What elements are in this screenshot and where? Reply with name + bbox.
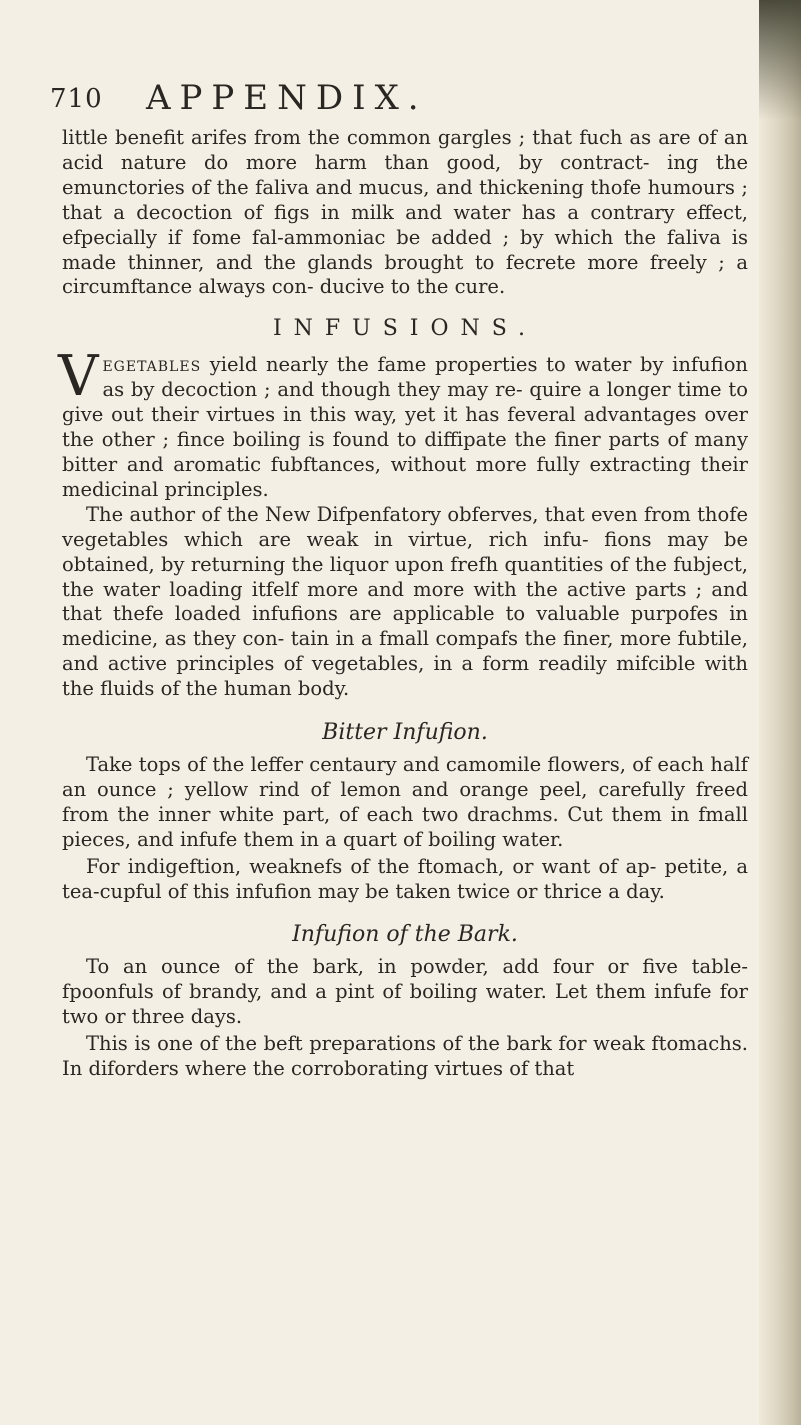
bark-infusion-recipe: To an ounce of the bark, in powder, add four or five table-fpoonfuls of brandy, and a pint of boiling water. Let them infufe for two or three days.	[62, 955, 748, 1029]
page-number: 710	[50, 84, 103, 114]
page-content	[50, 70, 748, 1082]
running-head: APPENDIX.	[146, 78, 428, 118]
gargles-paragraph: little benefit arifes from the common gargles ; that fuch as are of an acid nature do more harm than good, by contract- ing the emunctories of the faliva and mucus, and thickening thofe humours ; that a decoction of figs in milk and water has a contrary effect, efpecially if fome fal-ammoniac be added ; by which the faliva is made thinner, and the glands brought to fecrete more freely ; a circumftance always con- ducive to the cure.	[62, 126, 748, 299]
page-edge-shadow	[759, 0, 801, 1425]
bark-infusion-usage: This is one of the beft preparations of the bark for weak ftomachs. In diforders where the corroborating virtues of that	[62, 1032, 748, 1081]
bitter-infusion-recipe: Take tops of the leffer centaury and camomile flowers, of each half an ounce ; yellow rind of lemon and orange peel, carefully freed from the inner white part, of each two drachms. Cut them in fmall pieces, and infufe them in a quart of boiling water.	[62, 753, 748, 851]
infusions-paragraph-2: The author of the New Difpenfatory obferves, that even from thofe vegetables which are weak in virtue, rich infu- fions may be obtained, by returning the liquor upon frefh quantities of the fubject, the water loading itfelf more and more with the active parts ; and that thefe loaded infufions are applicable to valuable purpofes in medicine, as they con- tain in a fmall compafs the finer, more fubtile, and active principles of vegetables, in a form readily mifcible with the fluids of the human body.	[62, 502, 748, 701]
drop-cap: V	[58, 344, 99, 410]
infusions-paragraph-1	[58, 344, 748, 502]
page-edge-dark-corner	[759, 0, 801, 120]
bitter-infusion-usage: For indigeftion, weaknefs of the ftomach, or want of ap- petite, a tea-cupful of this infufion may be taken twice or thrice a day.	[62, 854, 748, 903]
opening-word: egetables	[102, 353, 202, 377]
bitter-infusion-title: Bitter Infufion.	[322, 720, 488, 746]
infusions-paragraph-1-text: yield nearly the fame properties to water by infufion as by decoction ; and though they may re- quire a longer time to give out their virtues in this way, yet it has feveral advantages over the other ; fince boiling is found to diffipate the finer parts of many bitter and aromatic fubftances, without more fully extracting their medicinal principles.	[62, 353, 748, 501]
infusions-heading: INFUSIONS.	[272, 316, 538, 342]
page-header	[50, 70, 748, 126]
bark-infusion-title: Infufion of the Bark.	[292, 922, 518, 948]
